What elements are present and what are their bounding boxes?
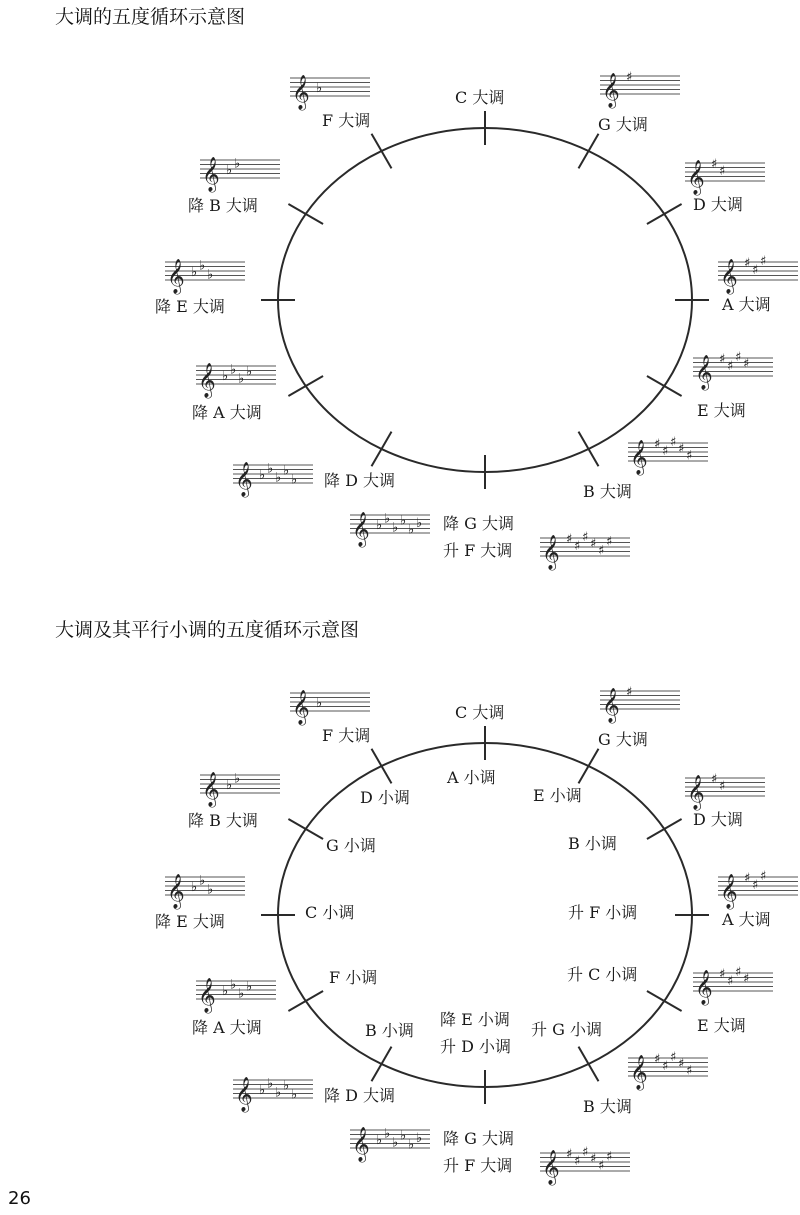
major-key-label: F 大调 xyxy=(322,726,371,745)
sharp-icon: ♯ xyxy=(719,967,726,982)
major-key-label: 降 G 大调 xyxy=(443,1129,514,1148)
major-key-label: C 大调 xyxy=(455,88,505,107)
tick-mark xyxy=(647,376,682,396)
treble-clef-icon: 𝄞 xyxy=(687,160,705,195)
tick-mark xyxy=(288,204,323,224)
tick-mark xyxy=(288,991,323,1011)
sharp-icon: ♯ xyxy=(574,538,581,554)
key-signature-staff xyxy=(685,772,765,811)
key-signature-staff xyxy=(290,690,370,726)
sharp-icon: ♯ xyxy=(606,1149,613,1165)
key-signature-staff xyxy=(718,869,798,910)
key-signature-staff xyxy=(350,511,430,548)
major-key-label: E 大调 xyxy=(697,401,746,420)
sharp-icon: ♯ xyxy=(686,1063,693,1079)
key-signature-staff xyxy=(628,1050,708,1091)
major-key-label: A 大调 xyxy=(722,910,771,929)
major-key-label: 降 D 大调 xyxy=(324,471,396,490)
key-signature-staff xyxy=(200,156,280,193)
major-key-label: 降 E 大调 xyxy=(155,297,225,316)
sharp-icon: ♯ xyxy=(670,1049,677,1065)
sharp-icon: ♯ xyxy=(735,349,742,365)
flat-icon: ♭ xyxy=(207,267,214,283)
key-signature-staff xyxy=(693,350,773,391)
key-signature-staff xyxy=(685,157,765,196)
flat-icon: ♭ xyxy=(234,771,241,787)
treble-clef-icon: 𝄞 xyxy=(542,535,560,570)
flat-icon: ♭ xyxy=(291,1087,298,1103)
treble-clef-icon: 𝄞 xyxy=(630,1055,648,1090)
key-signature-staff xyxy=(196,362,276,399)
flat-icon: ♭ xyxy=(207,882,214,898)
key-signature-staff xyxy=(350,1126,430,1163)
tick-mark xyxy=(288,376,323,396)
minor-key-label: B 小调 xyxy=(365,1021,414,1040)
key-signature-staff xyxy=(233,461,313,498)
circle-of-fifths-major-minor xyxy=(0,615,800,1215)
flat-icon: ♭ xyxy=(199,258,206,274)
flat-icon: ♭ xyxy=(222,369,229,384)
treble-clef-icon: 𝄞 xyxy=(202,772,220,807)
treble-clef-icon: 𝄞 xyxy=(235,1077,253,1112)
minor-key-label: 升 G 小调 xyxy=(531,1020,602,1039)
sharp-icon: ♯ xyxy=(752,877,759,893)
treble-clef-icon: 𝄞 xyxy=(202,157,220,192)
circle-ring xyxy=(278,128,692,472)
flat-icon: ♭ xyxy=(234,156,241,172)
sharp-icon: ♯ xyxy=(744,256,751,271)
tick-mark xyxy=(372,134,392,169)
sharp-icon: ♯ xyxy=(711,157,718,172)
flat-icon: ♭ xyxy=(316,696,323,711)
circle-of-fifths-major xyxy=(0,0,800,600)
sharp-icon: ♯ xyxy=(582,1144,589,1160)
tick-mark xyxy=(372,749,392,784)
flat-icon: ♭ xyxy=(199,873,206,889)
minor-key-label: 升 C 小调 xyxy=(567,965,638,984)
flat-icon: ♭ xyxy=(267,1076,274,1092)
key-signature-staff xyxy=(196,977,276,1014)
sharp-icon: ♯ xyxy=(727,358,734,374)
sharp-icon: ♯ xyxy=(598,543,605,559)
major-key-label: C 大调 xyxy=(455,703,505,722)
treble-clef-icon: 𝄞 xyxy=(198,978,216,1013)
sharp-icon: ♯ xyxy=(590,536,597,552)
flat-icon: ♭ xyxy=(291,472,298,488)
key-signature-staff xyxy=(290,75,370,111)
flat-icon: ♭ xyxy=(384,511,391,527)
flat-icon: ♭ xyxy=(246,364,253,380)
minor-key-label: G 小调 xyxy=(326,836,376,855)
major-key-label: 升 F 大调 xyxy=(443,1156,513,1175)
treble-clef-icon: 𝄞 xyxy=(292,75,310,110)
major-key-label: D 大调 xyxy=(693,195,743,214)
sharp-icon: ♯ xyxy=(606,534,613,550)
minor-key-label: C 小调 xyxy=(305,903,355,922)
flat-icon: ♭ xyxy=(416,515,423,531)
treble-clef-icon: 𝄞 xyxy=(602,73,620,108)
treble-clef-icon: 𝄞 xyxy=(292,690,310,725)
flat-icon: ♭ xyxy=(191,265,198,280)
sharp-icon: ♯ xyxy=(662,443,669,459)
tick-mark xyxy=(579,749,599,784)
major-key-label: B 大调 xyxy=(583,482,632,501)
flat-icon: ♭ xyxy=(230,977,237,993)
tick-mark xyxy=(647,204,682,224)
key-signature-staff xyxy=(540,530,630,571)
flat-icon: ♭ xyxy=(392,1135,399,1151)
flat-icon: ♭ xyxy=(259,1083,266,1098)
treble-clef-icon: 𝄞 xyxy=(542,1150,560,1185)
major-key-label: F 大调 xyxy=(322,111,371,130)
tick-mark xyxy=(372,432,392,467)
sharp-icon: ♯ xyxy=(727,973,734,989)
tick-mark xyxy=(579,1047,599,1082)
sharp-icon: ♯ xyxy=(719,352,726,367)
key-signature-staff xyxy=(165,258,245,295)
key-signature-staff xyxy=(600,685,680,724)
tick-mark xyxy=(372,1047,392,1082)
minor-key-label: 降 E 小调 xyxy=(440,1010,510,1029)
flat-icon: ♭ xyxy=(238,986,245,1002)
key-signature-staff xyxy=(718,254,798,295)
major-key-label: D 大调 xyxy=(693,810,743,829)
sharp-icon: ♯ xyxy=(760,868,767,884)
key-signature-staff xyxy=(200,771,280,808)
major-key-label: B 大调 xyxy=(583,1097,632,1116)
key-signature-staff xyxy=(233,1076,313,1113)
treble-clef-icon: 𝄞 xyxy=(695,355,713,390)
sharp-icon: ♯ xyxy=(719,778,726,794)
flat-icon: ♭ xyxy=(384,1126,391,1142)
minor-key-label: F 小调 xyxy=(329,968,378,987)
sharp-icon: ♯ xyxy=(743,971,750,987)
sharp-icon: ♯ xyxy=(582,529,589,545)
treble-clef-icon: 𝄞 xyxy=(167,874,185,909)
flat-icon: ♭ xyxy=(400,1128,407,1144)
sharp-icon: ♯ xyxy=(678,1056,685,1072)
treble-clef-icon: 𝄞 xyxy=(352,512,370,547)
flat-icon: ♭ xyxy=(246,979,253,995)
sharp-icon: ♯ xyxy=(566,532,573,547)
sharp-icon: ♯ xyxy=(590,1151,597,1167)
sharp-icon: ♯ xyxy=(743,356,750,372)
flat-icon: ♭ xyxy=(283,1078,290,1094)
sharp-icon: ♯ xyxy=(686,448,693,464)
sharp-icon: ♯ xyxy=(626,685,633,700)
sharp-icon: ♯ xyxy=(574,1153,581,1169)
major-key-label: 降 B 大调 xyxy=(188,196,258,215)
minor-key-label: 升 D 小调 xyxy=(440,1037,512,1056)
major-key-label: 降 A 大调 xyxy=(192,403,262,422)
key-signature-staff xyxy=(540,1145,630,1186)
treble-clef-icon: 𝄞 xyxy=(235,462,253,497)
treble-clef-icon: 𝄞 xyxy=(630,440,648,475)
flat-icon: ♭ xyxy=(400,513,407,529)
key-signature-staff xyxy=(600,70,680,109)
flat-icon: ♭ xyxy=(376,518,383,533)
minor-key-label: D 小调 xyxy=(360,788,410,807)
treble-clef-icon: 𝄞 xyxy=(352,1127,370,1162)
flat-icon: ♭ xyxy=(267,461,274,477)
sharp-icon: ♯ xyxy=(566,1147,573,1162)
major-key-label: G 大调 xyxy=(598,730,648,749)
flat-icon: ♭ xyxy=(376,1133,383,1148)
minor-key-label: 升 F 小调 xyxy=(568,903,638,922)
sharp-icon: ♯ xyxy=(735,964,742,980)
treble-clef-icon: 𝄞 xyxy=(695,970,713,1005)
flat-icon: ♭ xyxy=(191,880,198,895)
tick-mark xyxy=(579,134,599,169)
flat-icon: ♭ xyxy=(316,81,323,96)
sharp-icon: ♯ xyxy=(662,1058,669,1074)
treble-clef-icon: 𝄞 xyxy=(720,874,738,909)
sharp-icon: ♯ xyxy=(678,441,685,457)
flat-icon: ♭ xyxy=(226,778,233,793)
treble-clef-icon: 𝄞 xyxy=(720,259,738,294)
page-number: 26 xyxy=(8,1188,31,1209)
major-key-label: 降 G 大调 xyxy=(443,514,514,533)
key-signature-staff xyxy=(693,965,773,1006)
major-key-label: 降 A 大调 xyxy=(192,1018,262,1037)
sharp-icon: ♯ xyxy=(752,262,759,278)
treble-clef-icon: 𝄞 xyxy=(198,363,216,398)
flat-icon: ♭ xyxy=(283,463,290,479)
flat-icon: ♭ xyxy=(259,468,266,483)
flat-icon: ♭ xyxy=(416,1130,423,1146)
sharp-icon: ♯ xyxy=(719,163,726,179)
major-key-label: 降 E 大调 xyxy=(155,912,225,931)
major-key-label: 降 D 大调 xyxy=(324,1086,396,1105)
minor-key-label: B 小调 xyxy=(568,834,617,853)
sharp-icon: ♯ xyxy=(654,1052,661,1067)
sharp-icon: ♯ xyxy=(744,871,751,886)
major-key-label: E 大调 xyxy=(697,1016,746,1035)
sharp-icon: ♯ xyxy=(711,772,718,787)
sharp-icon: ♯ xyxy=(654,437,661,452)
flat-icon: ♭ xyxy=(230,362,237,378)
key-signature-staff xyxy=(165,873,245,910)
diagram-2-title: 大调及其平行小调的五度循环示意图 xyxy=(55,619,360,641)
major-key-label: 升 F 大调 xyxy=(443,541,513,560)
sharp-icon: ♯ xyxy=(626,70,633,85)
flat-icon: ♭ xyxy=(275,470,282,486)
minor-key-label: E 小调 xyxy=(533,786,582,805)
flat-icon: ♭ xyxy=(238,371,245,387)
tick-mark xyxy=(647,991,682,1011)
treble-clef-icon: 𝄞 xyxy=(167,259,185,294)
treble-clef-icon: 𝄞 xyxy=(687,775,705,810)
tick-mark xyxy=(647,819,682,839)
flat-icon: ♭ xyxy=(392,520,399,536)
flat-icon: ♭ xyxy=(408,1137,415,1153)
flat-icon: ♭ xyxy=(275,1085,282,1101)
key-signature-staff xyxy=(628,435,708,476)
flat-icon: ♭ xyxy=(222,984,229,999)
diagram-1-title: 大调的五度循环示意图 xyxy=(55,6,246,28)
major-key-label: A 大调 xyxy=(722,295,771,314)
sharp-icon: ♯ xyxy=(670,434,677,450)
sharp-icon: ♯ xyxy=(598,1158,605,1174)
treble-clef-icon: 𝄞 xyxy=(602,688,620,723)
flat-icon: ♭ xyxy=(408,522,415,538)
major-key-label: 降 B 大调 xyxy=(188,811,258,830)
major-key-label: G 大调 xyxy=(598,115,648,134)
sharp-icon: ♯ xyxy=(760,253,767,269)
tick-mark xyxy=(579,432,599,467)
tick-mark xyxy=(288,819,323,839)
minor-key-label: A 小调 xyxy=(447,768,496,787)
flat-icon: ♭ xyxy=(226,163,233,178)
